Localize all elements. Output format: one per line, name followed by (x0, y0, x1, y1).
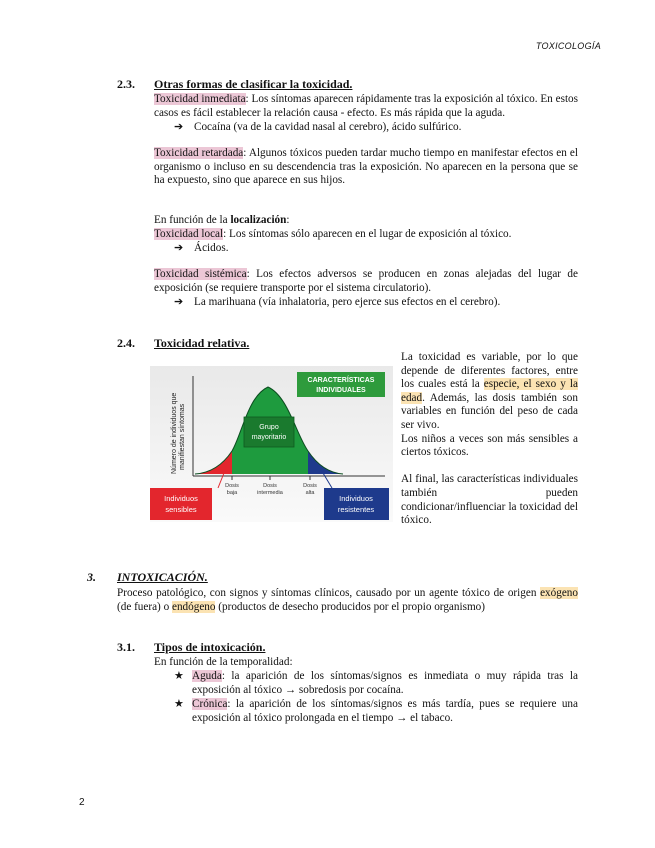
paragraph-text: : la aparición de los síntomas/signos es inmediata o muy rápida tras la exposición al tóxico → sobredosis por cocaína. (192, 670, 578, 696)
sensitive-box (150, 488, 212, 520)
page-number: 2 (79, 797, 85, 808)
arrow-icon: ➔ (174, 242, 184, 254)
localizacion-intro (154, 214, 289, 228)
term-highlight: Toxicidad sistémica (154, 268, 247, 280)
example-text: Ácidos. (194, 242, 229, 254)
paragraph-text: (de fuera) o (117, 600, 172, 613)
sensitive-label-1: Individuos (164, 494, 198, 503)
sensitive-label-2: sensibles (165, 505, 197, 514)
section-number: 2.3. (117, 77, 135, 91)
paragraph-text: : Los síntomas aparecen rápidamente tras la exposición al tóxico. En estos casos es fácil establecer la relación causa - efecto. Es más rápida que la aguda. (154, 93, 579, 119)
resistant-label-2: resistentes (337, 505, 375, 514)
paragraph-text: (productos de desecho producidos por el propio organismo) (215, 600, 485, 613)
paragraph-sistemica (154, 268, 578, 295)
paragraph-text: : Los síntomas sólo aparecen en el lugar de exposición al tóxico. (223, 228, 512, 240)
majority-label-2: mayoritario (251, 434, 287, 441)
term-highlight: Toxicidad inmediata (154, 93, 246, 105)
paragraph-text: Proceso patológico, con signos y síntomas clínicos, causado por un agente tóxico de origen (117, 587, 541, 599)
term-highlight: Crónica (192, 698, 228, 710)
resistant-label-1: Individuos (339, 494, 373, 503)
intro-text: En función de la (154, 214, 231, 226)
dose-low-label-2: baja (226, 490, 238, 496)
badge-text-1: CARACTERÍSTICAS (307, 377, 375, 384)
paragraph-children: Los niños a veces son más sensibles a ciertos tóxicos. (401, 432, 578, 459)
paragraph-text: : Los efectos adversos se producen en zonas alejadas del lugar de exposición (se requiere transporte por el sistema circulatorio). (154, 268, 578, 294)
paragraph-inmediata (154, 93, 578, 120)
badge-text-2: INDIVIDUALES (316, 387, 366, 394)
running-header: TOXICOLOGÍA (535, 41, 601, 51)
dose-low-label-1: Dosis (225, 483, 239, 489)
term-highlight: Toxicidad local (154, 228, 224, 240)
dose-mid-label-1: Dosis (263, 483, 277, 489)
relative-toxicity-text (401, 351, 578, 528)
factors-highlight: especie, el sexo y la edad (401, 378, 578, 404)
paragraph-text: : la aparición de los síntomas/signos es más tardía, pues se requiere una exposición al tóxico prolongada en el tiempo → el tabaco. (192, 698, 578, 724)
paragraph-text: : Algunos tóxicos pueden tardar mucho tiempo en manifestar efectos en el organismo o incluso en su descendencia tras la exposición. No aparecen en la persona que se ha expuesto, sino que aparece en sus hijos. (154, 147, 579, 186)
intro-bold: localización (230, 214, 287, 226)
y-axis-label-2: manifiestan síntomas (179, 403, 186, 470)
term-highlight: Aguda (192, 670, 222, 682)
list-item-aguda (192, 670, 578, 697)
section-title: Tipos de intoxicación. (154, 640, 266, 654)
section-number: 2.4. (117, 336, 135, 350)
paragraph-intoxicacion (117, 587, 578, 614)
example-text: Cocaína (va de la cavidad nasal al cerebro), ácido sulfúrico. (194, 121, 462, 133)
intro-colon: : (286, 214, 290, 226)
term-highlight: Toxicidad retardada (154, 147, 244, 159)
paragraph-individual: Al final, las características individuales también pueden condicionar/influenciar la toxicidad del tóxico. (401, 473, 578, 527)
paragraph-factors (401, 351, 578, 433)
arrow-icon: ➔ (174, 296, 184, 308)
star-icon: ★ (174, 698, 185, 710)
dose-high-label-2: alta (305, 490, 315, 496)
paragraph-local (154, 228, 578, 242)
y-axis-label-1: Número de individuos que (171, 392, 178, 474)
example-text: La marihuana (vía inhalatoria, pero ejerce sus efectos en el cerebro). (194, 296, 501, 308)
resistant-box (324, 488, 389, 520)
section-title: Toxicidad relativa. (154, 336, 250, 350)
endogeno-highlight: endógeno (171, 600, 216, 613)
temporalidad-intro: En función de la temporalidad: (154, 656, 293, 668)
dose-response-figure (150, 366, 393, 522)
majority-box (244, 417, 294, 447)
section-number: 3. (87, 570, 96, 584)
arrow-icon: ➔ (174, 121, 184, 133)
bullet-example (174, 296, 500, 310)
dose-high-label-1: Dosis (303, 483, 317, 489)
paragraph-text: La toxicidad es variable, por lo que depende de diferentes factores, entre los cuales está la (401, 351, 578, 391)
bullet-example (174, 242, 229, 256)
star-icon: ★ (174, 670, 185, 682)
section-number: 3.1. (117, 640, 135, 654)
majority-label-1: Grupo (259, 424, 279, 431)
list-item-cronica (192, 698, 578, 725)
exogeno-highlight: exógeno (540, 587, 578, 599)
paragraph-text: . Además, las dosis también son variables en función del peso de cada ser vivo. (401, 391, 578, 431)
section-title: INTOXICACIÓN. (117, 570, 208, 584)
paragraph-retardada (154, 147, 578, 188)
bullet-example (174, 121, 461, 135)
dose-mid-label-2: intermedia (257, 490, 283, 496)
section-title: Otras formas de clasificar la toxicidad. (154, 77, 353, 91)
